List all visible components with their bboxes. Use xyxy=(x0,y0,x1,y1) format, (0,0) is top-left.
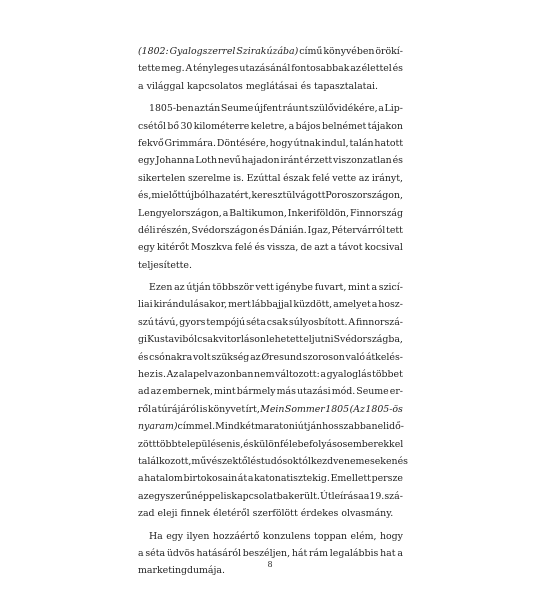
word: ről xyxy=(138,403,152,415)
paragraph xyxy=(138,43,403,95)
text-line xyxy=(138,436,403,453)
word: mint xyxy=(348,282,370,294)
word: A xyxy=(185,63,193,75)
word: indul, xyxy=(321,137,349,149)
word: többször xyxy=(212,282,254,294)
word: persze xyxy=(371,473,403,485)
text-line xyxy=(138,418,403,435)
body-text xyxy=(138,43,408,580)
paragraph xyxy=(138,279,408,522)
word: eleji xyxy=(157,508,178,520)
word: mint xyxy=(213,386,236,398)
word: 30 xyxy=(180,120,193,132)
word: eljutni xyxy=(303,334,334,346)
word: A xyxy=(348,316,356,328)
word: Seume xyxy=(220,103,254,115)
word: szerelme xyxy=(187,172,231,184)
word: szú xyxy=(138,316,154,328)
word: embernek, xyxy=(162,386,213,398)
word: olvasmány. xyxy=(341,508,394,520)
word: tudósoktól xyxy=(260,455,311,467)
word: ad xyxy=(138,386,150,398)
word: a xyxy=(138,473,144,485)
word: egy xyxy=(138,155,155,167)
word: lehetett xyxy=(266,334,304,346)
word: szerfölött xyxy=(252,508,298,520)
word: katonatisztekig. xyxy=(254,473,330,485)
word: a xyxy=(247,473,254,485)
word: hozzáértő xyxy=(212,530,260,542)
text-line xyxy=(138,401,403,418)
word: kapcsolatba xyxy=(231,490,289,502)
word: csak xyxy=(197,334,219,346)
word: érzett xyxy=(304,155,333,167)
word: az xyxy=(350,63,361,75)
word: azt xyxy=(314,242,329,254)
word: csak xyxy=(266,316,289,328)
word: az xyxy=(138,490,149,502)
word: szicí- xyxy=(378,282,403,294)
word: talán xyxy=(349,137,374,149)
text-line xyxy=(138,187,403,204)
word: vett xyxy=(255,282,274,294)
word: és xyxy=(254,242,265,254)
word: ráunt xyxy=(282,103,309,115)
word: Sommer xyxy=(284,403,325,415)
word: tájakon xyxy=(367,120,403,132)
word: iránt xyxy=(280,155,304,167)
word: az xyxy=(150,386,162,398)
word: szá- xyxy=(384,490,403,502)
word: hogy xyxy=(269,137,293,149)
word: élettel xyxy=(361,63,392,75)
word: útján xyxy=(297,421,323,433)
word: elém, xyxy=(350,530,377,542)
word: művészektől xyxy=(191,455,251,467)
word: viszonzatlan xyxy=(333,155,392,167)
word: finnek xyxy=(180,508,211,520)
word: nemeseken xyxy=(343,455,398,467)
word: 19. xyxy=(369,490,385,502)
text-line xyxy=(138,43,403,60)
word: hajadon xyxy=(241,155,280,167)
word: és xyxy=(392,63,403,75)
word: sikertelen xyxy=(138,172,186,184)
word: kirándulásakor, xyxy=(153,299,228,311)
word: séta xyxy=(246,316,266,328)
word: séta xyxy=(145,547,166,559)
word: utazásánál xyxy=(239,63,291,75)
word: szükség xyxy=(211,351,250,363)
word: befolyásos xyxy=(297,438,348,450)
word: a xyxy=(138,80,144,92)
word: azonban xyxy=(213,369,254,381)
word: Pétervárról xyxy=(331,224,386,236)
word: csétől xyxy=(138,120,167,132)
word: hogy xyxy=(379,530,403,542)
word: hát xyxy=(291,547,308,559)
word: tapasztalatai. xyxy=(314,80,379,92)
word: felé xyxy=(234,242,253,254)
word: (Az xyxy=(349,403,365,415)
word: írt, xyxy=(245,403,260,415)
text-line xyxy=(138,453,408,470)
word: és xyxy=(397,455,408,467)
text-line xyxy=(138,118,403,135)
word: Baltikumon, xyxy=(229,207,287,219)
word: kilométerre xyxy=(193,120,250,132)
word: Ezen xyxy=(149,282,173,294)
word: és xyxy=(243,438,254,450)
text-line xyxy=(138,279,403,296)
word: a xyxy=(330,242,337,254)
word: részén, xyxy=(156,224,191,236)
word: érdekes xyxy=(300,508,339,520)
text-line xyxy=(138,257,403,274)
word: az xyxy=(250,351,261,363)
word: beszéljen, xyxy=(242,547,291,559)
word: finnorszá- xyxy=(356,316,403,328)
word: gyors xyxy=(179,316,206,328)
word: alapelv xyxy=(178,369,213,381)
word: egyszerű xyxy=(148,490,192,502)
word: toppan xyxy=(314,530,348,542)
word: is. xyxy=(155,369,166,381)
text-line xyxy=(138,100,403,117)
word: Kustaviból xyxy=(147,334,198,346)
word: tempójú xyxy=(206,316,246,328)
word: üdvös xyxy=(166,547,195,559)
word: Svédországba, xyxy=(333,334,403,346)
word: című xyxy=(299,46,323,57)
word: marketingdumája. xyxy=(138,565,225,577)
word: különféle xyxy=(253,438,298,450)
word: más xyxy=(276,386,296,398)
word: 1805-ös xyxy=(365,403,403,415)
word: és, xyxy=(138,190,152,202)
word: vitorláson xyxy=(218,334,266,346)
word: aztán xyxy=(194,103,221,115)
word: Lengyelországon, xyxy=(138,207,222,219)
text-line xyxy=(138,78,403,95)
word: Döntésére, xyxy=(216,137,269,149)
word: irányt, xyxy=(371,172,403,184)
word: csónakra xyxy=(149,351,193,363)
word: birtokosain xyxy=(183,473,238,485)
word: meg. xyxy=(161,63,185,75)
word: keresztülvágott xyxy=(251,190,326,202)
word: való xyxy=(345,351,366,363)
text-line xyxy=(138,470,403,487)
word: kitérőt xyxy=(157,242,189,254)
text-line xyxy=(138,383,403,400)
word: hez xyxy=(138,369,155,381)
word: hatott xyxy=(374,137,403,149)
word: (1802: xyxy=(138,46,169,57)
word: fontosabbak xyxy=(291,63,350,75)
word: 1805-ben xyxy=(149,103,194,115)
word: az xyxy=(174,282,185,294)
word: távot xyxy=(338,242,363,254)
word: igénybe xyxy=(275,282,313,294)
word: de xyxy=(300,242,313,254)
word: útnak xyxy=(293,137,321,149)
word: is xyxy=(199,403,208,415)
word: is, xyxy=(232,438,244,450)
text-line xyxy=(138,505,403,522)
word: belnémet xyxy=(321,120,367,132)
word: fuvart, xyxy=(314,282,347,294)
word: amelyet xyxy=(333,299,371,311)
word: is xyxy=(223,490,232,502)
word: címmel. xyxy=(177,421,216,433)
word: világgal xyxy=(146,80,185,92)
word: bármely xyxy=(236,386,276,398)
text-line xyxy=(138,239,403,256)
word: legalábbis xyxy=(329,547,379,559)
word: könyvében xyxy=(323,46,375,57)
word: súlyosbított. xyxy=(288,316,348,328)
word: szoroson xyxy=(302,351,345,363)
word: egy xyxy=(166,530,184,542)
word: mielőtt xyxy=(151,190,186,202)
word: vissza, xyxy=(266,242,299,254)
word: a xyxy=(222,207,229,219)
word: Lip- xyxy=(384,103,403,115)
text-line xyxy=(138,528,403,545)
word: hat xyxy=(380,547,396,559)
word: Az xyxy=(166,369,179,381)
word: könyvet xyxy=(207,403,246,415)
paragraph xyxy=(138,100,403,274)
word: bájos xyxy=(295,120,321,132)
word: keletre, xyxy=(250,120,288,132)
word: útján xyxy=(186,282,211,294)
word: és xyxy=(138,351,149,363)
word: er- xyxy=(389,386,403,398)
text-line xyxy=(138,314,403,331)
word: és xyxy=(258,224,270,236)
word: és xyxy=(250,455,261,467)
word: Finnország xyxy=(349,207,403,219)
text-line xyxy=(138,205,403,222)
word: bő xyxy=(167,120,180,132)
word: hosszabban xyxy=(322,421,378,433)
word: Dánián. xyxy=(269,224,307,236)
word: tényleges xyxy=(193,63,239,75)
word: Poroszországon, xyxy=(325,190,403,202)
page-number: 8 xyxy=(267,560,273,569)
word: túrájáról xyxy=(157,403,200,415)
word: hazatért, xyxy=(208,190,252,202)
word: teljesítette. xyxy=(138,259,192,271)
word: többet xyxy=(372,369,403,381)
word: felé xyxy=(312,172,330,184)
word: a xyxy=(397,547,403,559)
word: Moszkva xyxy=(191,242,233,254)
text-line xyxy=(138,296,403,313)
word: Svédországon xyxy=(191,224,258,236)
text-line xyxy=(138,135,403,152)
word: is. xyxy=(233,172,245,184)
word: az xyxy=(358,172,370,184)
word: a xyxy=(151,403,158,415)
word: és xyxy=(300,80,312,92)
word: újfent xyxy=(254,103,282,115)
text-line xyxy=(138,60,403,77)
word: Inkeriföldön, xyxy=(287,207,349,219)
word: tett xyxy=(386,224,403,236)
word: észak xyxy=(283,172,310,184)
word: Øresund xyxy=(261,351,302,363)
word: kezdve xyxy=(310,455,344,467)
word: nem xyxy=(254,369,275,381)
word: küzdött, xyxy=(293,299,333,311)
word: Mindkét xyxy=(215,421,255,433)
word: emberekkel xyxy=(347,438,404,450)
word: lábbajjal xyxy=(251,299,293,311)
word: a xyxy=(378,103,384,115)
word: néppel xyxy=(191,490,224,502)
word: Johanna xyxy=(155,155,195,167)
word: gyaloglás xyxy=(326,369,372,381)
word: Emellett xyxy=(330,473,371,485)
word: déli xyxy=(138,224,156,236)
word: nyaram) xyxy=(138,421,178,433)
word: meglátásai xyxy=(245,80,298,92)
text-line xyxy=(138,488,403,505)
word: Seume xyxy=(356,386,389,398)
paragraph xyxy=(138,528,403,580)
text-line xyxy=(138,152,403,169)
word: rám xyxy=(309,547,329,559)
word: a xyxy=(371,299,378,311)
word: változott: xyxy=(275,369,320,381)
word: hatalom xyxy=(144,473,183,485)
word: Ezúttal xyxy=(246,172,281,184)
word: Szirakúzába) xyxy=(236,46,299,57)
word: mód. xyxy=(331,386,356,398)
word: hosz- xyxy=(378,299,403,311)
word: volt xyxy=(192,351,211,363)
word: és xyxy=(392,155,403,167)
word: került. xyxy=(288,490,320,502)
word: távú, xyxy=(154,316,179,328)
word: életéről xyxy=(213,508,250,520)
word: a xyxy=(320,369,326,381)
word: utazási xyxy=(296,386,331,398)
word: maratoni xyxy=(254,421,298,433)
word: mert xyxy=(228,299,251,311)
word: hatásáról xyxy=(196,547,241,559)
word: több xyxy=(156,438,178,450)
word: Mein xyxy=(260,403,285,415)
word: ilyen xyxy=(186,530,210,542)
word: a xyxy=(288,120,295,132)
word: nevű xyxy=(217,155,241,167)
word: a xyxy=(138,547,144,559)
word: tette xyxy=(138,63,161,75)
word: kapcsolatos xyxy=(187,80,243,92)
word: kocsival xyxy=(364,242,403,254)
word: Igaz, xyxy=(307,224,331,236)
word: újból xyxy=(185,190,209,202)
word: Ha xyxy=(149,530,163,542)
word: átkelés- xyxy=(365,351,403,363)
word: örökí- xyxy=(375,46,403,57)
word: gi xyxy=(138,334,147,346)
word: zad xyxy=(138,508,155,520)
word: szülővidékére, xyxy=(309,103,378,115)
word: elidő- xyxy=(377,421,404,433)
word: Loth xyxy=(195,155,217,167)
word: Gyalogszerrel xyxy=(169,46,236,57)
text-line xyxy=(138,349,403,366)
word: településen xyxy=(177,438,233,450)
text-line xyxy=(138,222,403,239)
text-line xyxy=(138,170,403,187)
word: 1805 xyxy=(325,403,350,415)
text-line xyxy=(138,331,403,348)
word: át xyxy=(237,473,248,485)
word: a xyxy=(371,282,378,294)
word: egy xyxy=(138,242,155,254)
word: liai xyxy=(138,299,153,311)
word: Útleírása xyxy=(319,490,364,502)
word: konzulens xyxy=(262,530,311,542)
word: vette xyxy=(332,172,357,184)
word: Grimmára. xyxy=(164,137,216,149)
text-line xyxy=(138,366,403,383)
word: a xyxy=(363,490,370,502)
word: fekvő xyxy=(138,137,164,149)
word: zött xyxy=(138,438,157,450)
word: találkozott, xyxy=(138,455,192,467)
